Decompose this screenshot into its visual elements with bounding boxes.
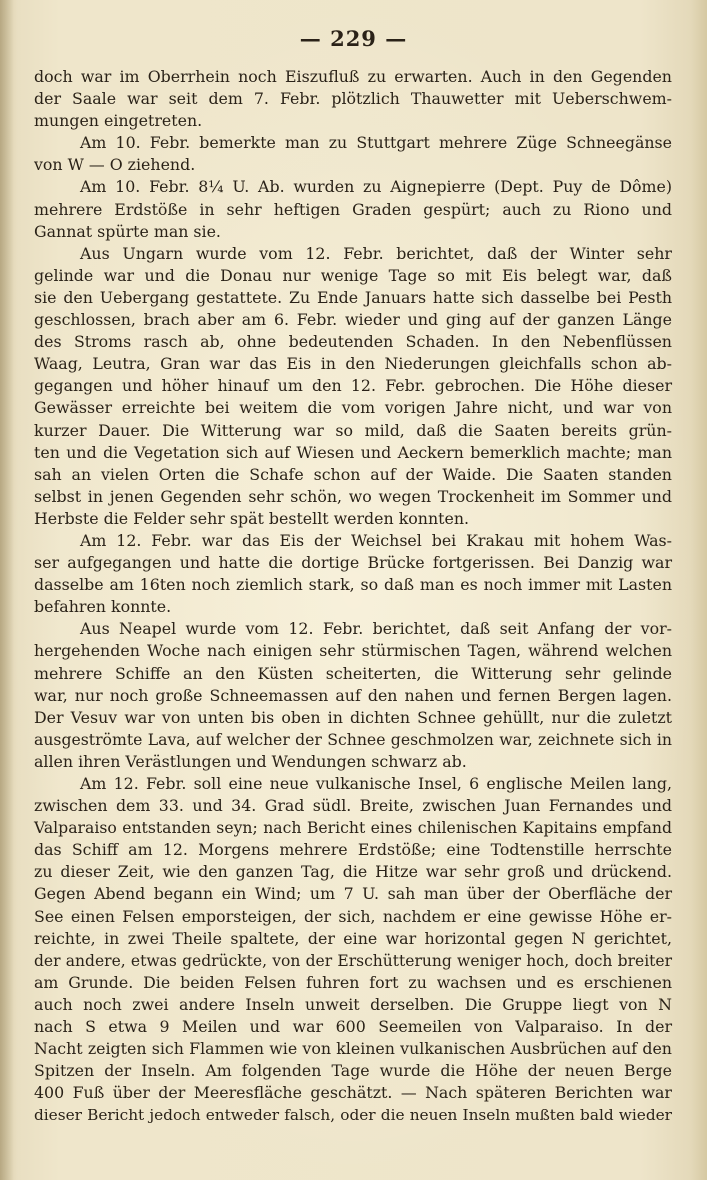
text-line: reichte, in zwei Theile spaltete, der eine war horizontal gegen N gerichtet,	[34, 928, 672, 948]
text-line: Spitzen der Inseln. Am folgenden Tage wurde die Höhe der neuen Berge	[34, 1061, 672, 1081]
text-line: das Schiff am 12. Morgens mehrere Erdstöße; eine Todtenstille herrschte	[34, 840, 672, 860]
text-line: dasselbe am 16ten noch ziemlich stark, so daß man es noch immer mit Lasten	[34, 575, 672, 595]
text-line: Waag, Leutra, Gran war das Eis in den Niederungen gleichfalls schon ab-	[34, 354, 672, 374]
text-line: Am 12. Febr. war das Eis der Weichsel bei Krakau mit hohem Was-	[80, 530, 672, 550]
text-line: sah an vielen Orten die Schafe schon auf der Waide. Die Saaten standen	[34, 464, 672, 484]
text-line: doch war im Oberrhein noch Eiszufluß zu erwarten. Auch in den Gegenden	[34, 67, 672, 86]
text-line: See einen Felsen emporsteigen, der sich, nachdem er eine gewisse Höhe er-	[34, 906, 672, 926]
text-line: Am 10. Febr. bemerkte man zu Stuttgart mehrere Züge Schneegänse	[80, 133, 672, 153]
text-line: des Stroms rasch ab, ohne bedeutenden Schaden. In den Nebenflüssen	[34, 332, 672, 352]
text-line: selbst in jenen Gegenden sehr schön, wo wegen Trockenheit im Sommer und	[34, 486, 672, 506]
text-line: sie den Uebergang gestattete. Zu Ende Januars hatte sich dasselbe bei Pesth	[34, 287, 672, 307]
page-number: — 229 —	[299, 26, 408, 51]
text-line: auch noch zwei andere Inseln unweit derselben. Die Gruppe liegt von N	[34, 994, 672, 1014]
body-text	[34, 66, 672, 1127]
text-line: Aus Neapel wurde vom 12. Febr. berichtet, daß seit Anfang der vor-	[80, 619, 672, 639]
text-line: Gewässer erreichte bei weitem die vom vorigen Jahre nicht, und war von	[34, 398, 672, 418]
text-line: mungen eingetreten.	[34, 111, 203, 131]
text-line: allen ihren Verästlungen und Wendungen schwarz ab.	[34, 751, 467, 771]
text-line: der andere, etwas gedrückte, von der Erschütterung weniger hoch, doch breiter	[34, 951, 672, 970]
text-line: von W — O ziehend.	[34, 155, 196, 175]
text-line: Gegen Abend begann ein Wind; um 7 U. sah man über der Oberfläche der	[34, 884, 672, 904]
text-line: Am 12. Febr. soll eine neue vulkanische Insel, 6 englische Meilen lang,	[80, 774, 672, 793]
text-line: am Grunde. Die beiden Felsen fuhren fort zu wachsen und es erschienen	[34, 972, 672, 992]
text-line: mehrere Erdstöße in sehr heftigen Graden gespürt; auch zu Riono und	[34, 199, 672, 219]
text-line: dieser Bericht jedoch entweder falsch, oder die neuen Inseln mußten bald wieder	[34, 1106, 672, 1125]
text-line: Aus Ungarn wurde vom 12. Febr. berichtet, daß der Winter sehr	[80, 243, 672, 263]
text-line: gegangen und höher hinauf um den 12. Febr. gebrochen. Die Höhe dieser	[34, 376, 672, 396]
binding-shadow	[0, 0, 14, 1180]
text-line: kurzer Dauer. Die Witterung war so mild, daß die Saaten bereits grün-	[34, 420, 672, 440]
text-line: befahren konnte.	[34, 597, 172, 617]
text-line: zwischen dem 33. und 34. Grad südl. Breite, zwischen Juan Fernandes und	[34, 796, 672, 816]
text-line: geschlossen, brach aber am 6. Febr. wieder und ging auf der ganzen Länge	[34, 310, 672, 330]
text-line: der Saale war seit dem 7. Febr. plötzlich Thauwetter mit Ueberschwem-	[34, 89, 672, 109]
text-line: ausgeströmte Lava, auf welcher der Schnee geschmolzen war, zeichnete sich in	[34, 729, 672, 749]
text-line: Herbste die Felder sehr spät bestellt werden konnten.	[34, 508, 470, 528]
text-line: gelinde war und die Donau nur wenige Tage so mit Eis belegt war, daß	[34, 265, 672, 285]
text-line: nach S etwa 9 Meilen und war 600 Seemeilen von Valparaiso. In der	[34, 1017, 672, 1037]
text-line: ten und die Vegetation sich auf Wiesen und Aeckern bemerklich machte; man	[34, 442, 672, 462]
text-line: Valparaiso entstanden seyn; nach Bericht eines chilenischen Kapitains empfand	[34, 818, 672, 838]
text-line: hergehenden Woche nach einigen sehr stürmischen Tagen, während welchen	[34, 641, 672, 661]
text-line: war, nur noch große Schneemassen auf den nahen und fernen Bergen lagen.	[34, 685, 672, 705]
text-line: 400 Fuß über der Meeresfläche geschätzt. — Nach späteren Berichten war	[34, 1083, 672, 1103]
text-line: Am 10. Febr. 8¼ U. Ab. wurden zu Aignepierre (Dept. Puy de Dôme)	[80, 177, 672, 197]
text-line: Nacht zeigten sich Flammen wie von kleinen vulkanischen Ausbrüchen auf den	[34, 1039, 672, 1059]
text-line: Gannat spürte man sie.	[34, 221, 221, 241]
text-line: ser aufgegangen und hatte die dortige Brücke fortgerissen. Bei Danzig war	[34, 553, 672, 573]
text-line: zu dieser Zeit, wie den ganzen Tag, die Hitze war sehr groß und drückend.	[34, 862, 672, 882]
text-line: mehrere Schiffe an den Küsten scheiterten, die Witterung sehr gelinde	[34, 663, 672, 683]
text-line: Der Vesuv war von unten bis oben in dichten Schnee gehüllt, nur die zuletzt	[34, 707, 672, 727]
